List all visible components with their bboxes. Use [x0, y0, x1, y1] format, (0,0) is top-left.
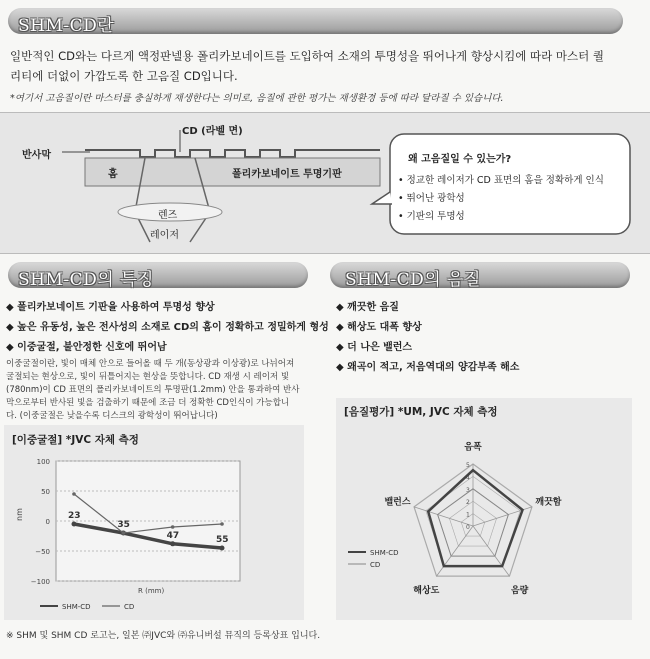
callout-list [398, 172, 604, 226]
radar-spoke [473, 526, 509, 576]
features-paragraph [6, 358, 299, 423]
axis-label: 음폭 [464, 442, 482, 453]
data-label: 47 [166, 530, 180, 541]
cd-label: CD (라벨 면) [182, 126, 243, 137]
data-point [170, 541, 175, 546]
paragraph-line: 막으로부터 반사된 빛을 검출하기 때문에 조금 더 정확한 CD인식이 가능합니 [6, 398, 290, 408]
y-tick-label: 100 [36, 458, 50, 466]
features-title: SHM-CD의 특징 [18, 270, 154, 290]
radar-spoke [437, 526, 473, 576]
footer-note: ※ SHM 및 SHM CD 로고는, 일본 ㈜JVC와 ㈜유니버설 뮤직의 등록상표 입니다. [6, 631, 321, 641]
intro-line-1: 일반적인 CD와는 다르게 액정판넬용 폴리카보네이트를 도입하여 소재의 투명성을 뛰어나게 향상시킴에 따라 마스터 퀄 [10, 49, 604, 63]
callout-item: • 기판의 투명성 [398, 211, 465, 222]
data-point [72, 492, 76, 496]
legend-label: SHM-CD [370, 549, 399, 557]
callout-tail [372, 192, 392, 204]
data-point [171, 525, 175, 529]
y-tick-label: 50 [41, 488, 50, 496]
x-axis-label: R (mm) [138, 587, 165, 595]
paragraph-line: 다. (이중굴절은 낮을수록 디스크의 광학성이 뛰어납니다) [6, 411, 218, 421]
legend-label: SHM-CD [62, 603, 91, 611]
legend-label: CD [124, 603, 135, 611]
quality-bullet: ◆ 해상도 대폭 향상 [336, 322, 422, 333]
radar-tick-label: 2 [466, 499, 470, 507]
paragraph-line: 이중굴절이란, 빛이 매체 안으로 들어올 때 두 개(동상광과 이상광)로 나뉘어져 [6, 359, 295, 369]
axis-label: 깨끗함 [535, 497, 562, 508]
radar-tick-label: 1 [466, 511, 470, 519]
radar-tick-label: 5 [466, 462, 470, 469]
data-point [220, 546, 225, 551]
quality-bullet: ◆ 왜곡이 적고, 저음역대의 양감부족 해소 [336, 362, 520, 373]
quality-bullet: ◆ 깨끗한 음질 [336, 302, 399, 313]
data-point [122, 531, 126, 535]
groove-label: 홈 [108, 169, 118, 180]
page-title: SHM-CD란 [18, 16, 115, 36]
feature-bullet: ◆ 이중굴절, 불안정한 신호에 뛰어남 [6, 342, 167, 353]
sound-quality-radar-chart [336, 398, 632, 620]
birefringence-chart-title: [이중굴절] *JVC 자체 측정 [12, 434, 139, 446]
feature-bullet: ◆ 폴리카보네이트 기판을 사용하여 투명성 향상 [6, 302, 215, 313]
radar-tick-label: 3 [466, 486, 470, 494]
features-bullets [6, 298, 329, 358]
y-axis-label: nm [15, 508, 24, 521]
substrate-label: 폴리카보네이트 투명기판 [232, 169, 342, 180]
data-label: 23 [68, 511, 81, 521]
callout-item: • 정교한 레이저가 CD 표면의 홈을 정확하게 인식 [398, 175, 604, 186]
axis-label: 음량 [510, 586, 529, 597]
laser-label: 레이저 [150, 230, 179, 241]
lens-label: 렌즈 [158, 210, 178, 221]
y-tick-label: −50 [35, 548, 50, 556]
reflective-label: 반사막 [22, 150, 51, 161]
callout-title: 왜 고음질일 수 있는가? [408, 154, 512, 165]
data-label: 55 [216, 535, 229, 545]
y-tick-label: −100 [30, 578, 50, 586]
callout-item: • 뛰어난 광학성 [398, 193, 465, 204]
intro-note: *여기서 고음질이란 마스터를 충실하게 재생한다는 의미로, 음질에 관한 평가는 재생환경 등에 따라 달라질 수 있습니다. [10, 93, 504, 104]
radar-series-shm-cd [428, 470, 522, 566]
reflective-layer [85, 150, 380, 157]
sound-quality-chart-title: [음질평가] *UM, JVC 자체 측정 [344, 406, 498, 418]
radar-tick-label: 0 [466, 524, 470, 531]
birefringence-line-chart [4, 425, 304, 620]
axis-label: 밸런스 [384, 497, 411, 508]
y-tick-label: 0 [45, 518, 50, 526]
intro-line-2: 리티에 더없이 가깝도록 한 고음질 CD입니다. [10, 69, 238, 83]
axis-label: 해상도 [413, 586, 440, 597]
data-point [72, 522, 77, 527]
radar-tick-label: 4 [466, 474, 470, 482]
quality-title: SHM-CD의 음질 [345, 270, 481, 290]
paragraph-line: (780nm)이 CD 표면의 폴리카보네이트의 투명판(1.2mm) 안을 통과하여 반사 [6, 385, 300, 395]
paragraph-line: 굴절되는 현상으로, 빛이 뒤틀어지는 현상을 뜻합니다. CD 재생 시 레이저 빛 [6, 372, 290, 382]
data-label: 35 [117, 520, 130, 530]
legend-label: CD [370, 561, 381, 569]
feature-bullet: ◆ 높은 유동성, 높은 전사성의 소재로 CD의 홈이 정확하고 정밀하게 형성 [6, 322, 329, 333]
quality-bullets [336, 298, 519, 378]
quality-bullet: ◆ 더 나은 밸런스 [336, 342, 413, 353]
data-point [220, 522, 224, 526]
